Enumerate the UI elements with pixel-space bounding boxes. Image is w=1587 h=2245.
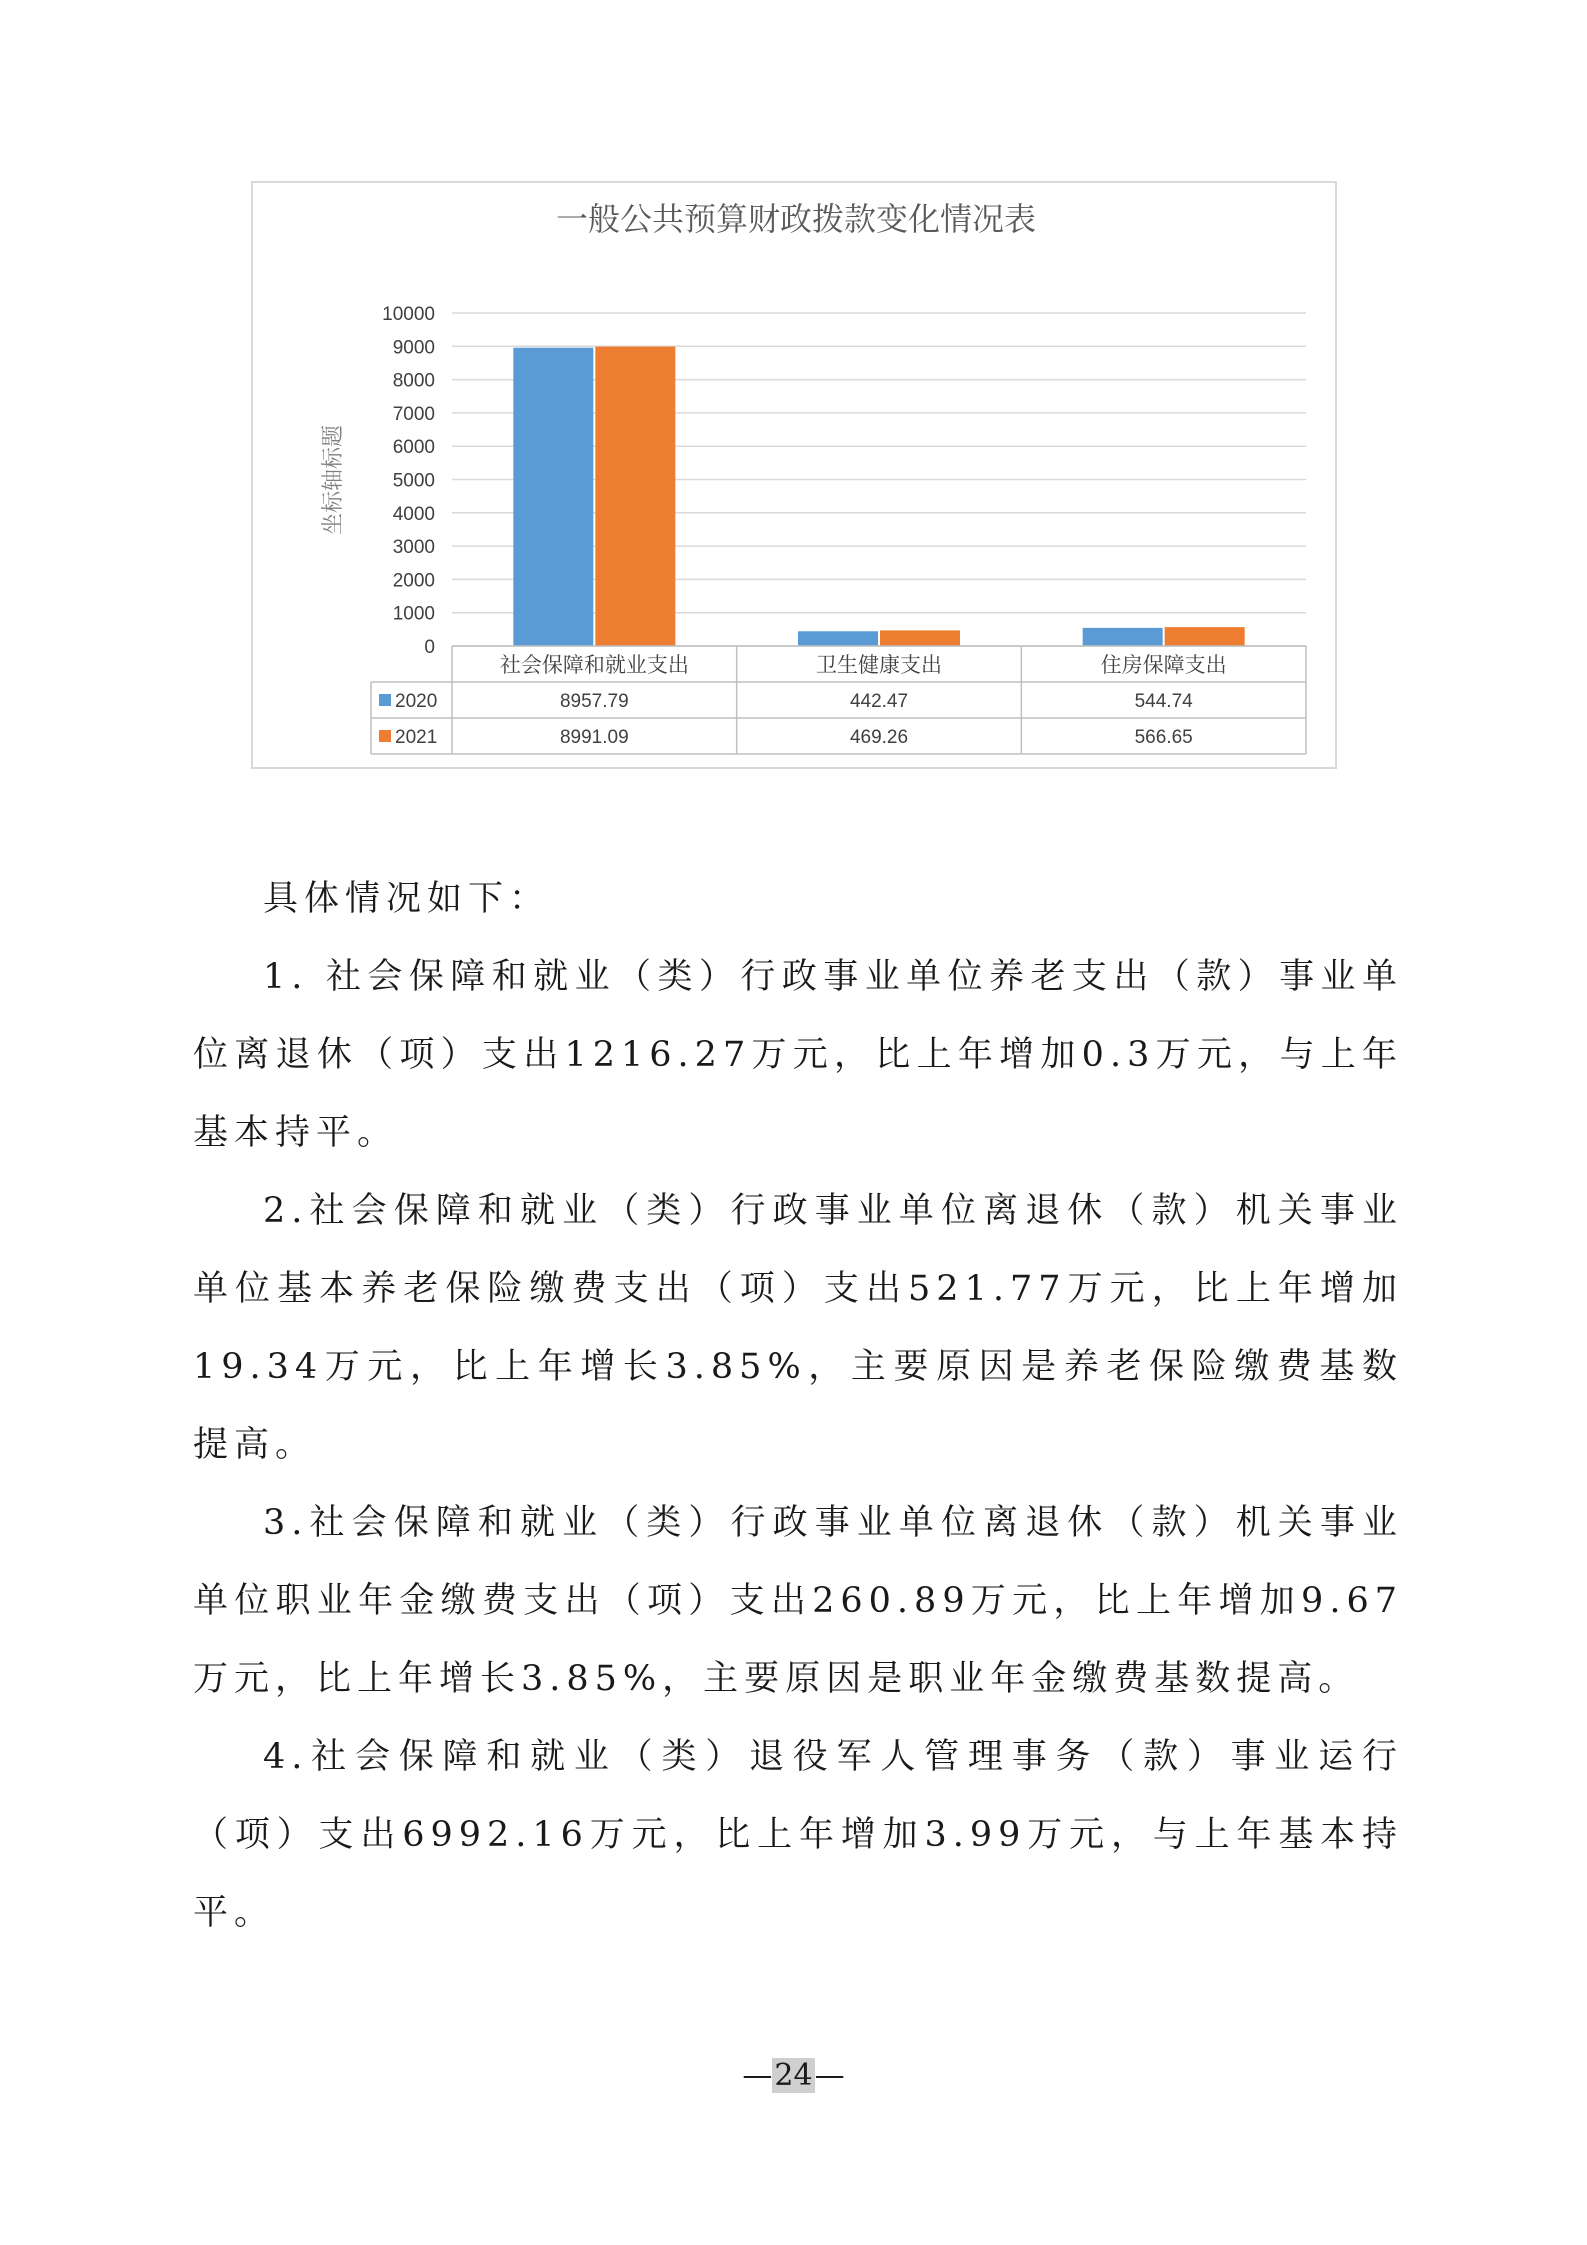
- data-label-2020-2: 544.74: [1134, 691, 1193, 712]
- page-number-value: 24: [774, 2058, 813, 2093]
- bar-2020-2: [1083, 628, 1163, 646]
- y-tick-label-3: 3000: [392, 537, 435, 559]
- category-label-1: 卫生健康支出: [816, 654, 942, 677]
- paragraph-item-1: 1. 社会保障和就业（类）行政事业单位养老支出（款）事业单位离退休（项）支出1216.27万元，比上年增加0.3万元，与上年基本持平。: [193, 957, 1403, 1153]
- body-text: [193, 860, 1403, 1952]
- y-tick-label-6: 6000: [392, 437, 435, 459]
- data-label-2020-1: 442.47: [849, 691, 909, 712]
- data-label-2020-0: 8957.79: [559, 691, 629, 712]
- chart-container: [251, 181, 1337, 769]
- bar-2021-2: [1165, 627, 1245, 646]
- legend-swatch-2021: [379, 730, 391, 742]
- y-axis-title: 坐标轴标题: [320, 424, 345, 536]
- data-label-2021-1: 469.26: [849, 727, 909, 748]
- chart-title: 一般公共预算财政拨款变化情况表: [555, 201, 1037, 237]
- y-tick-label-8: 8000: [392, 370, 435, 392]
- bar-2021-1: [880, 630, 960, 646]
- legend-swatch-2020: [379, 694, 391, 706]
- paragraph-item-2: 2.社会保障和就业（类）行政事业单位离退休（款）机关事业单位基本养老保险缴费支出（项）支出521.77万元，比上年增加19.34万元，比上年增长3.85%，主要原因是养老保险缴费基数提高。: [193, 1191, 1403, 1465]
- paragraph-item-4: 4.社会保障和就业（类）退役军人管理事务（款）事业运行（项）支出6992.16万元，比上年增加3.99万元，与上年基本持平。: [193, 1737, 1403, 1933]
- page-number: [0, 2058, 1587, 2093]
- bar-2020-0: [513, 348, 593, 646]
- y-tick-label-0: 0: [424, 637, 435, 658]
- y-tick-label-10: 10000: [382, 304, 435, 325]
- paragraph-item-3: 3.社会保障和就业（类）行政事业单位离退休（款）机关事业单位职业年金缴费支出（项）支出260.89万元，比上年增加9.67万元，比上年增长3.85%，主要原因是职业年金缴费基数提高。: [193, 1503, 1403, 1699]
- category-label-0: 社会保障和就业支出: [499, 654, 689, 677]
- legend-label-2021: 2021: [395, 727, 438, 748]
- y-tick-label-7: 7000: [392, 403, 435, 425]
- y-tick-label-4: 4000: [392, 503, 435, 525]
- intro-paragraph: 具体情况如下：: [263, 879, 551, 919]
- category-label-2: 住房保障支出: [1100, 654, 1227, 677]
- bar-chart: [253, 183, 1339, 771]
- y-tick-label-1: 1000: [392, 603, 435, 625]
- data-label-2021-0: 8991.09: [559, 727, 629, 748]
- y-tick-label-5: 5000: [392, 470, 435, 492]
- bar-2020-1: [798, 631, 878, 646]
- y-tick-label-2: 2000: [392, 570, 435, 592]
- page-dash-right: —: [814, 2058, 845, 2093]
- bar-2021-0: [595, 347, 675, 646]
- y-tick-label-9: 9000: [392, 337, 435, 359]
- page-dash-left: —: [742, 2058, 773, 2093]
- legend-label-2020: 2020: [395, 691, 438, 712]
- data-label-2021-2: 566.65: [1134, 727, 1193, 748]
